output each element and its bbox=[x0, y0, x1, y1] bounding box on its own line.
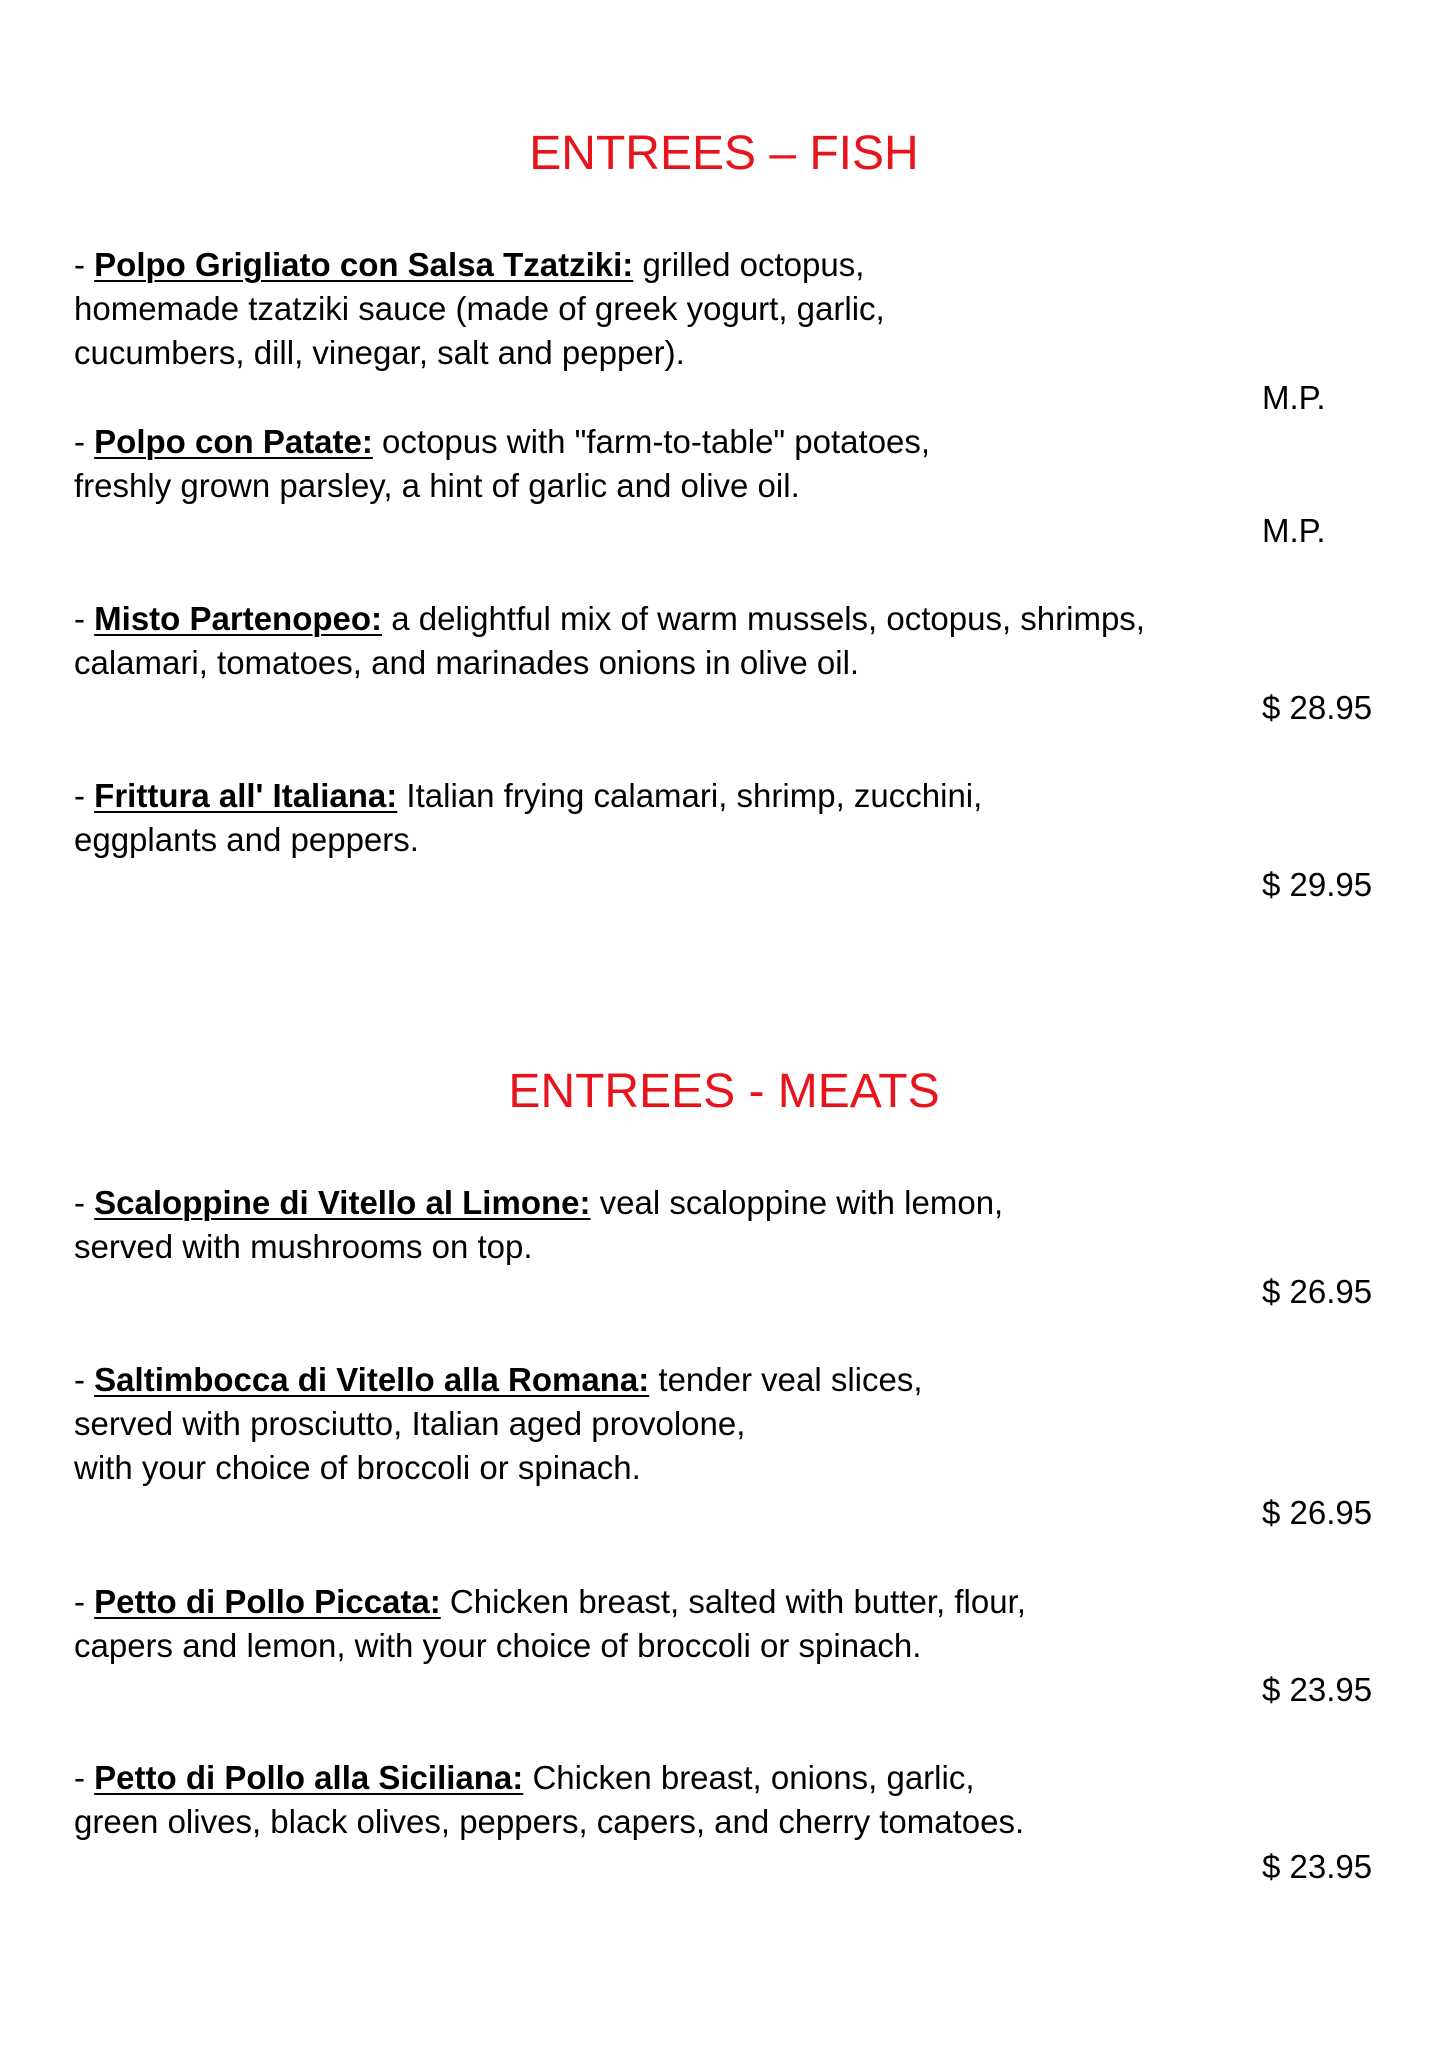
item-price: M.P. bbox=[1262, 379, 1326, 416]
item-name: Scaloppine di Vitello al Limone: bbox=[94, 1184, 591, 1221]
item-name: Misto Partenopeo: bbox=[94, 600, 383, 637]
menu-item-saltimbocca: - Saltimbocca di Vitello alla Romana: tender veal slices, served with prosciutto, Italian aged provolone, with your choice of broccoli or spinach. bbox=[74, 1358, 1214, 1490]
item-description-line: Italian frying calamari, shrimp, zucchini, bbox=[406, 777, 983, 814]
item-price: $ 26.95 bbox=[1262, 1273, 1373, 1310]
menu-item-pollo-siciliana: - Petto di Pollo alla Siciliana: Chicken breast, onions, garlic, green olives, black olives, peppers, capers, and cherry tomatoes. bbox=[74, 1756, 1214, 1844]
menu-item-polpo-patate: - Polpo con Patate: octopus with "farm-to-table" potatoes, freshly grown parsley, a hint of garlic and olive oil. bbox=[74, 420, 1214, 508]
item-description-line: tender veal slices, bbox=[658, 1361, 923, 1398]
item-price: $ 26.95 bbox=[1262, 1494, 1373, 1531]
item-price: $ 23.95 bbox=[1262, 1671, 1373, 1708]
item-name: Polpo Grigliato con Salsa Tzatziki: bbox=[94, 246, 634, 283]
menu-item-polpo-grigliato: - Polpo Grigliato con Salsa Tzatziki: grilled octopus, homemade tzatziki sauce (made of greek yogurt, garlic, cucumbers, dill, vinegar, salt and pepper). bbox=[74, 243, 1214, 375]
item-description-line: veal scaloppine with lemon, bbox=[599, 1184, 1004, 1221]
item-name: Petto di Pollo Piccata: bbox=[94, 1583, 441, 1620]
item-description-line: green olives, black olives, peppers, capers, and cherry tomatoes. bbox=[74, 1803, 1025, 1840]
item-description-line: served with prosciutto, Italian aged provolone, bbox=[74, 1405, 746, 1442]
item-description-line: homemade tzatziki sauce (made of greek yogurt, garlic, bbox=[74, 290, 885, 327]
item-description-line: eggplants and peppers. bbox=[74, 821, 419, 858]
item-description-line: cucumbers, dill, vinegar, salt and pepper). bbox=[74, 334, 685, 371]
item-name: Saltimbocca di Vitello alla Romana: bbox=[94, 1361, 650, 1398]
item-price: $ 28.95 bbox=[1262, 689, 1373, 726]
menu-item-scaloppine: - Scaloppine di Vitello al Limone: veal scaloppine with lemon, served with mushrooms on top. bbox=[74, 1181, 1214, 1269]
item-price: M.P. bbox=[1262, 512, 1326, 549]
item-description-line: calamari, tomatoes, and marinades onions in olive oil. bbox=[74, 644, 860, 681]
section-title-meats: ENTREES - MEATS bbox=[508, 1065, 940, 1118]
section-title-fish: ENTREES – FISH bbox=[529, 127, 919, 180]
item-name: Polpo con Patate: bbox=[94, 423, 373, 460]
item-description-line: Chicken breast, salted with butter, flour, bbox=[449, 1583, 1026, 1620]
item-description-line: Chicken breast, onions, garlic, bbox=[532, 1759, 975, 1796]
item-description-line: capers and lemon, with your choice of broccoli or spinach. bbox=[74, 1627, 922, 1664]
item-name: Petto di Pollo alla Siciliana: bbox=[94, 1759, 524, 1796]
menu-item-frittura: - Frittura all' Italiana: Italian frying calamari, shrimp, zucchini, eggplants and peppers. bbox=[74, 774, 1214, 862]
item-price: $ 29.95 bbox=[1262, 866, 1373, 903]
item-description-line: served with mushrooms on top. bbox=[74, 1228, 533, 1265]
item-description-line: octopus with "farm-to-table" potatoes, bbox=[382, 423, 931, 460]
menu-item-misto-partenopeo: - Misto Partenopeo: a delightful mix of warm mussels, octopus, shrimps, calamari, tomatoes, and marinades onions in olive oil. bbox=[74, 597, 1214, 685]
item-price: $ 23.95 bbox=[1262, 1848, 1373, 1885]
item-description-line: grilled octopus, bbox=[642, 246, 865, 283]
item-description-line: a delightful mix of warm mussels, octopus, shrimps, bbox=[391, 600, 1145, 637]
menu-item-pollo-piccata: - Petto di Pollo Piccata: Chicken breast, salted with butter, flour, capers and lemon, with your choice of broccoli or spinach. bbox=[74, 1580, 1214, 1668]
item-description-line: with your choice of broccoli or spinach. bbox=[74, 1449, 641, 1486]
item-name: Frittura all' Italiana: bbox=[94, 777, 398, 814]
item-description-line: freshly grown parsley, a hint of garlic and olive oil. bbox=[74, 467, 800, 504]
